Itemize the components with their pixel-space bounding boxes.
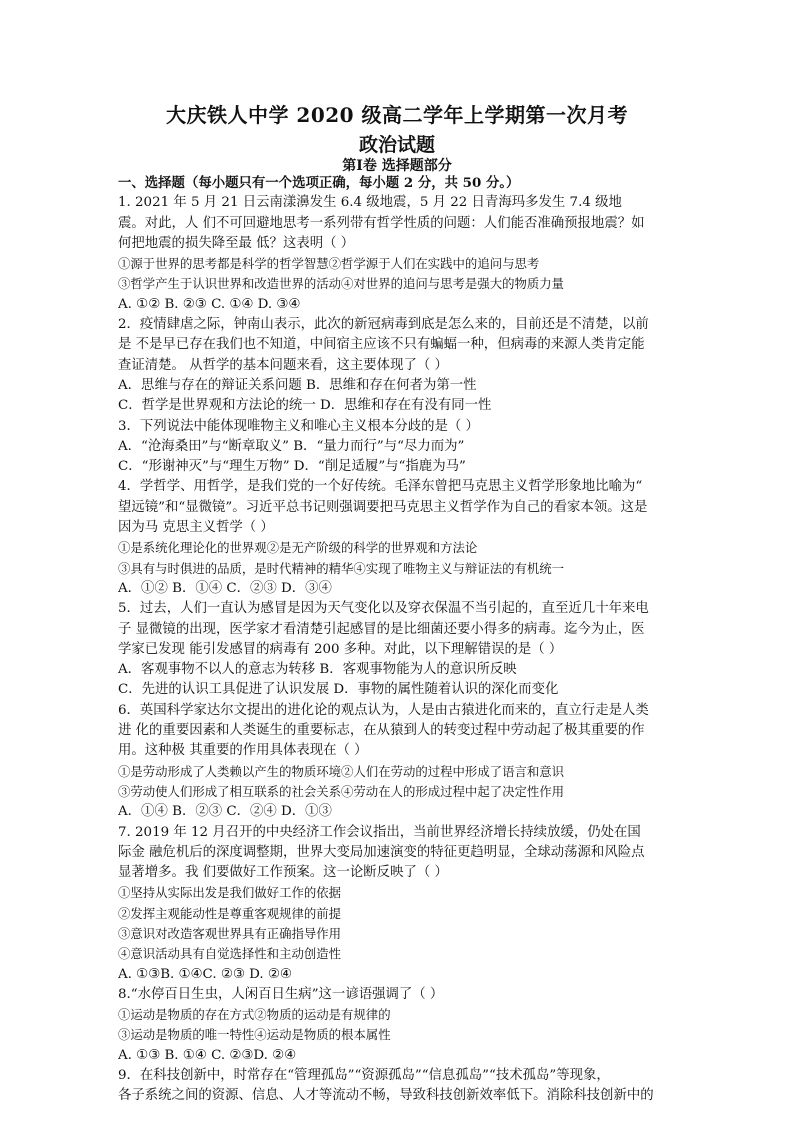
text-line: 进 化的重要因素和人类诞生的重要标志，在从猿到人的转变过程中劳动起了极其重要的作: [118, 723, 645, 739]
text-line: ③运动是物质的唯一特性④运动是物质的根本属性: [118, 1027, 391, 1043]
exam-title: 大庆铁人中学 2020 级高二学年上学期第一次月考: [165, 103, 629, 127]
text-line: ①是系统化理论化的世界观②是无产阶级的科学的世界观和方法论: [118, 540, 478, 556]
text-line: 3．下列说法中能体现唯物主义和唯心主义根本分歧的是（ ）: [118, 418, 479, 434]
text-line: A．思维与存在的辩证关系问题 B．思维和存在何者为第一性: [118, 377, 477, 393]
text-line: 震。对此，人 们不可回避地思考一系列带有哲学性质的问题：人们能否准确预报地震？如: [118, 215, 645, 231]
text-line: A．“沧海桑田”与“断章取义” B．“量力而行”与“尽力而为”: [118, 438, 465, 454]
text-line: 何把地震的损失降至最 低？这表明（ ）: [118, 235, 355, 251]
text-line: 查证清楚。 从哲学的基本问题来看，这主要体现了（ ）: [118, 357, 448, 373]
section-heading: 第Ⅰ卷 选择题部分: [342, 158, 452, 174]
text-line: A．客观事物不以人的意志为转移 B．客观事物能为人的意识所反映: [118, 662, 517, 678]
text-line: 1. 2021 年 5 月 21 日云南漾濞发生 6.4 级地震，5 月 22 日青海玛多发生 7.4 级地: [118, 195, 622, 211]
text-line: 子 显微镜的出现，医学家才看清楚引起感冒的是比细菌还要小得多的病毒。迄今为止，医: [118, 621, 645, 637]
text-line: 5．过去，人们一直认为感冒是因为天气变化以及穿衣保温不当引起的，直至近几十年来电: [118, 601, 649, 617]
text-line: 显著增多。我 们要做好工作预案。这一论断反映了（ ）: [118, 865, 448, 881]
text-line: A. ①③ B. ①④ C. ②③D. ②④: [118, 1047, 297, 1063]
text-line: 是 不是早已存在我们也不知道，中间宿主应该不只有蝙蝠一种，但病毒的来源人类肯定能: [118, 337, 645, 353]
text-line: 9．在科技创新中，时常存在“管理孤岛”“资源孤岛”“信息孤岛”“技术孤岛”等现象，: [118, 1068, 610, 1084]
text-line: ①源于世界的思考都是科学的哲学智慧②哲学源于人们在实践中的追问与思考: [118, 256, 540, 272]
text-line: C．“形谢神灭”与“理生万物” D．“削足适履”与“指鹿为马”: [118, 459, 466, 475]
text-line: 用。这种极 其重要的作用具体表现在（ ）: [118, 743, 368, 759]
text-line: 各子系统之间的资源、信息、人才等流动不畅，导致科技创新效率低下。消除科技创新中的: [118, 1088, 654, 1104]
text-line: 2．疫情肆虐之际，钟南山表示，此次的新冠病毒到底是怎么来的，目前还是不清楚，以前: [118, 317, 649, 333]
text-line: A. ①② B. ②③ C. ①④ D. ③④: [118, 296, 301, 312]
text-line: 望远镜”和“显微镜”。习近平总书记则强调要把马克思主义哲学作为自己的看家本领。这是: [118, 499, 648, 515]
text-line: 际金 融危机后的深度调整期，世界大变局加速演变的特征更趋明显，全球动荡源和风险点: [118, 844, 645, 860]
text-line: ③具有与时俱进的品质，是时代精神的精华④实现了唯物主义与辩证法的有机统一: [118, 560, 565, 576]
text-line: 4．学哲学、用哲学，是我们党的一个好传统。毛泽东曾把马克思主义哲学形象地比喻为“: [118, 479, 643, 495]
text-line: 7. 2019 年 12 月召开的中央经济工作会议指出，当前世界经济增长持续放缓，仍处在国: [118, 824, 641, 840]
text-line: A．①④ B．②③ C．②④ D．①③: [118, 804, 332, 820]
text-line: ④意识活动具有自觉选择性和主动创造性: [118, 946, 342, 962]
text-line: C．哲学是世界观和方法论的统一 D．思维和存在有没有同一性: [118, 398, 492, 414]
exam-subject: 政治试题: [358, 134, 435, 156]
question-body: [118, 173, 678, 1107]
text-line: 学家已发现 能引发感冒的病毒有 200 多种。对此，以下理解错误的是（ ）: [118, 641, 563, 657]
text-line: ③意识对改造客观世界具有正确指导作用: [118, 925, 342, 941]
text-line: C．先进的认识工具促进了认识发展 D．事物的属性随着认识的深化而变化: [118, 682, 559, 698]
text-line: ③哲学产生于认识世界和改造世界的活动④对世界的追问与思考是强大的物质力量: [118, 276, 565, 292]
text-line: ①是劳动形成了人类赖以产生的物质环境②人们在劳动的过程中形成了语言和意识: [118, 763, 565, 779]
text-line: ②发挥主观能动性是尊重客观规律的前提: [118, 905, 342, 921]
text-line: ③劳动使人们形成了相互联系的社会关系④劳动在人的形成过程中起了决定性作用: [118, 783, 565, 799]
text-line: 因为马 克思主义哲学（ ）: [118, 520, 274, 536]
text-line: A. ①③B. ①④C. ②③ D. ②④: [118, 966, 292, 982]
text-line: A．①② B．①④ C．②③ D．③④: [118, 580, 332, 596]
text-line: ①坚持从实际出发是我们做好工作的依据: [118, 885, 342, 901]
text-line: 8.“水停百日生虫，人闲百日生病”这一谚语强调了（ ）: [118, 986, 444, 1002]
text-line: 6．英国科学家达尔文提出的进化论的观点认为，人是由古猿进化而来的，直立行走是人类: [118, 702, 649, 718]
text-line: ①运动是物质的存在方式②物质的运动是有规律的: [118, 1007, 391, 1023]
text-line: 一、选择题（每小题只有一个选项正确，每小题 2 分，共 50 分。）: [118, 175, 520, 191]
